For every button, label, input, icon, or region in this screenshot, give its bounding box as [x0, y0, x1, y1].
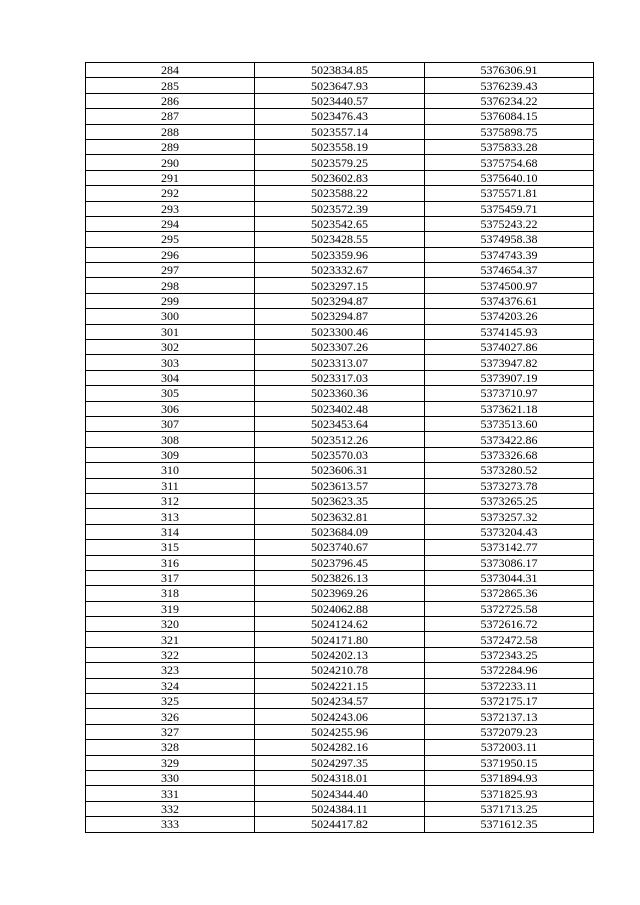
point-number-cell: 327: [86, 724, 255, 739]
table-row: [86, 493, 594, 508]
x-coordinate-cell: 5024062.88: [255, 601, 425, 616]
table-row: [86, 540, 594, 555]
x-coordinate-cell: 5023740.67: [255, 540, 425, 555]
point-number-cell: 305: [86, 386, 255, 401]
point-number-cell: 325: [86, 694, 255, 709]
x-coordinate-cell: 5024234.57: [255, 694, 425, 709]
table-row: [86, 201, 594, 216]
y-coordinate-cell: 5375571.81: [425, 186, 594, 201]
y-coordinate-cell: 5375898.75: [425, 124, 594, 139]
point-number-cell: 329: [86, 755, 255, 770]
table-row: [86, 324, 594, 339]
y-coordinate-cell: 5371825.93: [425, 786, 594, 801]
y-coordinate-cell: 5373257.32: [425, 509, 594, 524]
y-coordinate-cell: 5375833.28: [425, 139, 594, 154]
table-row: [86, 647, 594, 662]
point-number-cell: 296: [86, 247, 255, 262]
point-number-cell: 312: [86, 493, 255, 508]
table-row: [86, 216, 594, 231]
point-number-cell: 289: [86, 139, 255, 154]
x-coordinate-cell: 5023606.31: [255, 463, 425, 478]
x-coordinate-cell: 5024171.80: [255, 632, 425, 647]
table-row: [86, 416, 594, 431]
y-coordinate-cell: 5374500.97: [425, 278, 594, 293]
point-number-cell: 297: [86, 263, 255, 278]
y-coordinate-cell: 5376306.91: [425, 63, 594, 78]
table-row: [86, 370, 594, 385]
y-coordinate-cell: 5372616.72: [425, 617, 594, 632]
y-coordinate-cell: 5373947.82: [425, 355, 594, 370]
point-number-cell: 320: [86, 617, 255, 632]
y-coordinate-cell: 5374376.61: [425, 293, 594, 308]
x-coordinate-cell: 5024318.01: [255, 770, 425, 785]
x-coordinate-cell: 5023588.22: [255, 186, 425, 201]
y-coordinate-cell: 5375754.68: [425, 155, 594, 170]
point-number-cell: 307: [86, 416, 255, 431]
table-row: [86, 78, 594, 93]
table-row: [86, 755, 594, 770]
x-coordinate-cell: 5024221.15: [255, 678, 425, 693]
point-number-cell: 301: [86, 324, 255, 339]
x-coordinate-cell: 5023969.26: [255, 586, 425, 601]
point-number-cell: 284: [86, 63, 255, 78]
x-coordinate-cell: 5023307.26: [255, 340, 425, 355]
x-coordinate-cell: 5023476.43: [255, 109, 425, 124]
y-coordinate-cell: 5374203.26: [425, 309, 594, 324]
table-row: [86, 263, 594, 278]
x-coordinate-cell: 5023294.87: [255, 309, 425, 324]
x-coordinate-cell: 5024243.06: [255, 709, 425, 724]
point-number-cell: 285: [86, 78, 255, 93]
point-number-cell: 330: [86, 770, 255, 785]
x-coordinate-cell: 5024282.16: [255, 740, 425, 755]
point-number-cell: 317: [86, 570, 255, 585]
table-row: [86, 817, 594, 832]
y-coordinate-cell: 5371612.35: [425, 817, 594, 832]
table-row: [86, 570, 594, 585]
y-coordinate-cell: 5373086.17: [425, 555, 594, 570]
x-coordinate-cell: 5023542.65: [255, 216, 425, 231]
table-row: [86, 555, 594, 570]
y-coordinate-cell: 5373044.31: [425, 570, 594, 585]
x-coordinate-cell: 5023557.14: [255, 124, 425, 139]
table-row: [86, 340, 594, 355]
y-coordinate-cell: 5373280.52: [425, 463, 594, 478]
point-number-cell: 310: [86, 463, 255, 478]
y-coordinate-cell: 5376239.43: [425, 78, 594, 93]
x-coordinate-cell: 5024417.82: [255, 817, 425, 832]
y-coordinate-cell: 5373273.78: [425, 478, 594, 493]
x-coordinate-cell: 5023826.13: [255, 570, 425, 585]
table-row: [86, 232, 594, 247]
point-number-cell: 287: [86, 109, 255, 124]
table-row: [86, 355, 594, 370]
y-coordinate-cell: 5376234.22: [425, 93, 594, 108]
y-coordinate-cell: 5372233.11: [425, 678, 594, 693]
table-row: [86, 694, 594, 709]
y-coordinate-cell: 5375459.71: [425, 201, 594, 216]
x-coordinate-cell: 5024124.62: [255, 617, 425, 632]
y-coordinate-cell: 5373422.86: [425, 432, 594, 447]
coordinate-table-body: [86, 63, 594, 833]
y-coordinate-cell: 5372472.58: [425, 632, 594, 647]
y-coordinate-cell: 5372079.23: [425, 724, 594, 739]
x-coordinate-cell: 5023613.57: [255, 478, 425, 493]
table-row: [86, 740, 594, 755]
y-coordinate-cell: 5374027.86: [425, 340, 594, 355]
point-number-cell: 321: [86, 632, 255, 647]
table-row: [86, 601, 594, 616]
x-coordinate-cell: 5023294.87: [255, 293, 425, 308]
x-coordinate-cell: 5023796.45: [255, 555, 425, 570]
point-number-cell: 294: [86, 216, 255, 231]
x-coordinate-cell: 5023834.85: [255, 63, 425, 78]
y-coordinate-cell: 5372284.96: [425, 663, 594, 678]
x-coordinate-cell: 5023623.35: [255, 493, 425, 508]
point-number-cell: 290: [86, 155, 255, 170]
point-number-cell: 288: [86, 124, 255, 139]
x-coordinate-cell: 5024344.40: [255, 786, 425, 801]
y-coordinate-cell: 5375243.22: [425, 216, 594, 231]
table-row: [86, 586, 594, 601]
coordinate-table: [85, 62, 594, 833]
x-coordinate-cell: 5024255.96: [255, 724, 425, 739]
table-row: [86, 155, 594, 170]
x-coordinate-cell: 5023313.07: [255, 355, 425, 370]
table-row: [86, 109, 594, 124]
y-coordinate-cell: 5373265.25: [425, 493, 594, 508]
table-row: [86, 186, 594, 201]
table-row: [86, 432, 594, 447]
y-coordinate-cell: 5372343.25: [425, 647, 594, 662]
table-row: [86, 293, 594, 308]
table-row: [86, 309, 594, 324]
x-coordinate-cell: 5023317.03: [255, 370, 425, 385]
table-row: [86, 678, 594, 693]
point-number-cell: 324: [86, 678, 255, 693]
x-coordinate-cell: 5023558.19: [255, 139, 425, 154]
table-row: [86, 63, 594, 78]
point-number-cell: 308: [86, 432, 255, 447]
x-coordinate-cell: 5023647.93: [255, 78, 425, 93]
x-coordinate-cell: 5023632.81: [255, 509, 425, 524]
x-coordinate-cell: 5023360.36: [255, 386, 425, 401]
point-number-cell: 302: [86, 340, 255, 355]
table-row: [86, 247, 594, 262]
table-row: [86, 447, 594, 462]
y-coordinate-cell: 5373326.68: [425, 447, 594, 462]
x-coordinate-cell: 5023579.25: [255, 155, 425, 170]
table-row: [86, 632, 594, 647]
y-coordinate-cell: 5372725.58: [425, 601, 594, 616]
y-coordinate-cell: 5374958.38: [425, 232, 594, 247]
y-coordinate-cell: 5373621.18: [425, 401, 594, 416]
table-row: [86, 709, 594, 724]
table-row: [86, 509, 594, 524]
point-number-cell: 326: [86, 709, 255, 724]
y-coordinate-cell: 5372175.17: [425, 694, 594, 709]
y-coordinate-cell: 5372137.13: [425, 709, 594, 724]
table-row: [86, 801, 594, 816]
x-coordinate-cell: 5023570.03: [255, 447, 425, 462]
table-row: [86, 139, 594, 154]
x-coordinate-cell: 5023440.57: [255, 93, 425, 108]
table-row: [86, 278, 594, 293]
x-coordinate-cell: 5024384.11: [255, 801, 425, 816]
point-number-cell: 286: [86, 93, 255, 108]
table-row: [86, 770, 594, 785]
y-coordinate-cell: 5373907.19: [425, 370, 594, 385]
table-row: [86, 786, 594, 801]
point-number-cell: 311: [86, 478, 255, 493]
x-coordinate-cell: 5024202.13: [255, 647, 425, 662]
table-row: [86, 663, 594, 678]
x-coordinate-cell: 5023332.67: [255, 263, 425, 278]
y-coordinate-cell: 5371894.93: [425, 770, 594, 785]
x-coordinate-cell: 5023428.55: [255, 232, 425, 247]
y-coordinate-cell: 5374145.93: [425, 324, 594, 339]
point-number-cell: 313: [86, 509, 255, 524]
point-number-cell: 333: [86, 817, 255, 832]
point-number-cell: 315: [86, 540, 255, 555]
point-number-cell: 291: [86, 170, 255, 185]
table-row: [86, 93, 594, 108]
y-coordinate-cell: 5373142.77: [425, 540, 594, 555]
y-coordinate-cell: 5374743.39: [425, 247, 594, 262]
y-coordinate-cell: 5374654.37: [425, 263, 594, 278]
table-row: [86, 170, 594, 185]
point-number-cell: 323: [86, 663, 255, 678]
x-coordinate-cell: 5023453.64: [255, 416, 425, 431]
table-row: [86, 617, 594, 632]
point-number-cell: 319: [86, 601, 255, 616]
point-number-cell: 314: [86, 524, 255, 539]
y-coordinate-cell: 5372003.11: [425, 740, 594, 755]
table-row: [86, 124, 594, 139]
table-row: [86, 463, 594, 478]
point-number-cell: 309: [86, 447, 255, 462]
y-coordinate-cell: 5375640.10: [425, 170, 594, 185]
x-coordinate-cell: 5023684.09: [255, 524, 425, 539]
y-coordinate-cell: 5371713.25: [425, 801, 594, 816]
point-number-cell: 304: [86, 370, 255, 385]
table-row: [86, 524, 594, 539]
point-number-cell: 328: [86, 740, 255, 755]
point-number-cell: 316: [86, 555, 255, 570]
point-number-cell: 303: [86, 355, 255, 370]
point-number-cell: 322: [86, 647, 255, 662]
point-number-cell: 332: [86, 801, 255, 816]
x-coordinate-cell: 5023402.48: [255, 401, 425, 416]
point-number-cell: 293: [86, 201, 255, 216]
y-coordinate-cell: 5373513.60: [425, 416, 594, 431]
y-coordinate-cell: 5371950.15: [425, 755, 594, 770]
x-coordinate-cell: 5023512.26: [255, 432, 425, 447]
point-number-cell: 306: [86, 401, 255, 416]
point-number-cell: 300: [86, 309, 255, 324]
x-coordinate-cell: 5023602.83: [255, 170, 425, 185]
x-coordinate-cell: 5023359.96: [255, 247, 425, 262]
table-row: [86, 386, 594, 401]
x-coordinate-cell: 5023572.39: [255, 201, 425, 216]
y-coordinate-cell: 5376084.15: [425, 109, 594, 124]
y-coordinate-cell: 5372865.36: [425, 586, 594, 601]
x-coordinate-cell: 5024210.78: [255, 663, 425, 678]
point-number-cell: 331: [86, 786, 255, 801]
y-coordinate-cell: 5373204.43: [425, 524, 594, 539]
point-number-cell: 298: [86, 278, 255, 293]
x-coordinate-cell: 5023300.46: [255, 324, 425, 339]
x-coordinate-cell: 5023297.15: [255, 278, 425, 293]
table-row: [86, 401, 594, 416]
table-row: [86, 478, 594, 493]
point-number-cell: 292: [86, 186, 255, 201]
y-coordinate-cell: 5373710.97: [425, 386, 594, 401]
table-row: [86, 724, 594, 739]
point-number-cell: 299: [86, 293, 255, 308]
point-number-cell: 295: [86, 232, 255, 247]
x-coordinate-cell: 5024297.35: [255, 755, 425, 770]
point-number-cell: 318: [86, 586, 255, 601]
